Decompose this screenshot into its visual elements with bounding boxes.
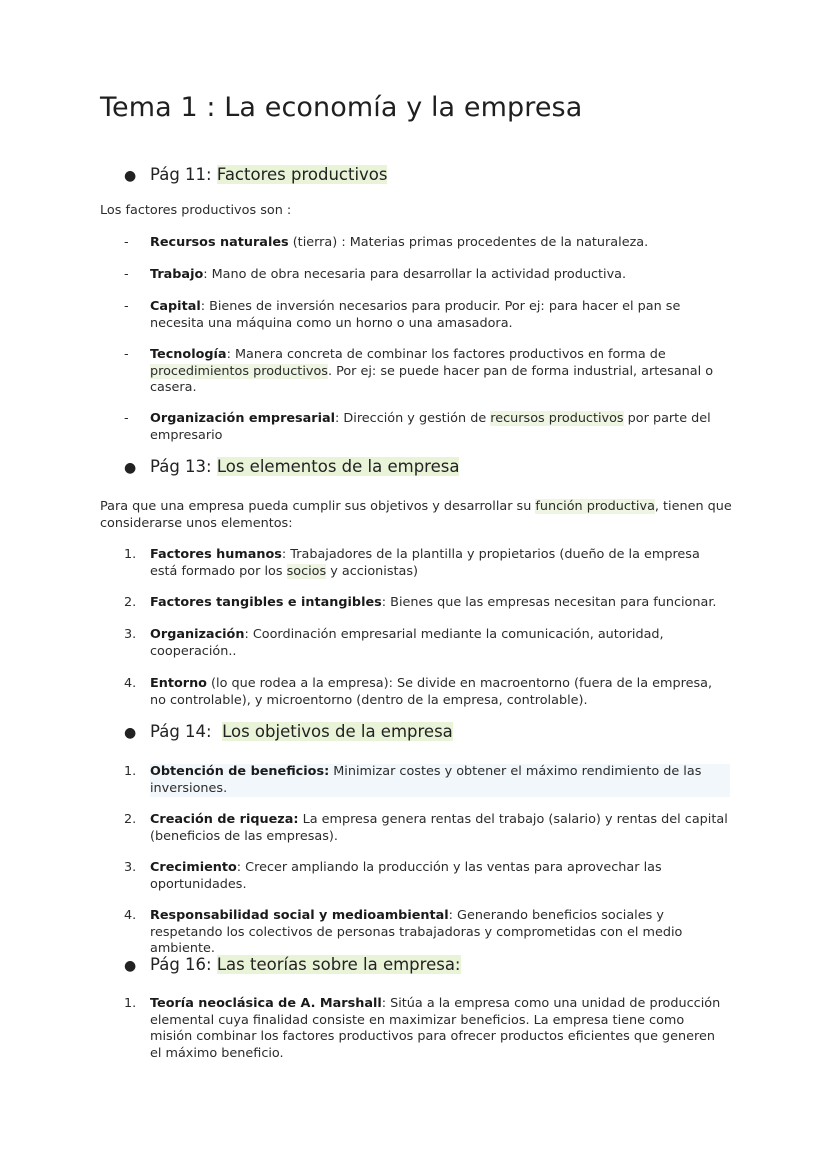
intro-text: Los factores productivos son : bbox=[100, 203, 292, 218]
section-page-ref: Pág 11: bbox=[150, 165, 212, 184]
term: Factores humanos bbox=[150, 547, 282, 562]
bullet-icon: ● bbox=[124, 725, 137, 741]
list-item bbox=[124, 347, 730, 397]
definition: : Coordinación empresarial mediante la comunicación, autoridad, cooperación.. bbox=[150, 627, 664, 659]
bullet-icon: ● bbox=[124, 958, 137, 974]
section-topic: Factores productivos bbox=[216, 165, 388, 184]
list-item bbox=[124, 812, 730, 845]
list-item bbox=[124, 411, 730, 444]
section-page-ref: Pág 16: bbox=[150, 955, 212, 974]
term: Capital bbox=[150, 299, 201, 314]
highlighted-term: recursos productivos bbox=[490, 411, 624, 426]
term: Obtención de beneficios: bbox=[150, 764, 330, 779]
definition: : Bienes de inversión necesarios para producir. Por ej: para hacer el pan se necesita una máquina como un horno o una amasadora. bbox=[150, 299, 681, 331]
term: Organización empresarial bbox=[150, 411, 336, 426]
definition: La empresa genera rentas del trabajo (salario) y rentas del capital (beneficios de las empresas). bbox=[150, 812, 728, 844]
definition: . Por ej: se puede hacer pan de forma industrial, artesanal o casera. bbox=[150, 363, 714, 395]
section-heading-factores bbox=[124, 165, 387, 184]
term: Responsabilidad social y medioambiental bbox=[150, 908, 449, 923]
section-page-ref: Pág 13: bbox=[150, 457, 212, 476]
list-item bbox=[124, 908, 730, 958]
list-item bbox=[124, 676, 730, 709]
definition: Minimizar costes y obtener el máximo rendimiento de las inversiones. bbox=[150, 764, 702, 796]
term: Creación de riqueza: bbox=[150, 812, 299, 827]
list-number: 3. bbox=[124, 627, 137, 642]
term: Organización bbox=[150, 627, 245, 642]
definition: : Sitúa a la empresa como una unidad de producción elemental cuya finalidad consiste en maximizar beneficios. La empresa tiene como misión combinar los factores productivos para ofrecer productos eficientes que generen el máximo beneficio. bbox=[150, 996, 721, 1061]
dash-marker: - bbox=[124, 267, 129, 282]
definition: y accionistas) bbox=[326, 563, 419, 579]
page-title: Tema 1 : La economía y la empresa bbox=[100, 92, 583, 123]
list-number: 4. bbox=[124, 676, 137, 691]
definition: : Trabajadores de la plantilla y propietarios (dueño de la empresa está formado por los bbox=[150, 547, 700, 579]
list-number: 1. bbox=[124, 547, 137, 562]
highlighted-term: socios bbox=[286, 563, 327, 579]
list-number: 2. bbox=[124, 812, 137, 827]
definition: : Generando beneficios sociales y respetando los colectivos de personas trabajadoras y comprometidas con el medio ambiente. bbox=[150, 908, 683, 956]
list-item bbox=[124, 299, 730, 332]
dash-marker: - bbox=[124, 235, 129, 250]
list-number: 4. bbox=[124, 908, 137, 923]
section-page-ref: Pág 14: bbox=[150, 722, 212, 741]
highlighted-term: procedimientos productivos bbox=[150, 363, 328, 379]
definition: : Bienes que las empresas necesitan para funcionar. bbox=[381, 595, 717, 610]
list-item bbox=[124, 267, 730, 284]
term: Factores tangibles e intangibles bbox=[150, 595, 382, 610]
section-topic: Los objetivos de la empresa bbox=[222, 722, 453, 741]
list-number: 3. bbox=[124, 860, 137, 875]
list-item bbox=[124, 627, 730, 660]
section-topic: Los elementos de la empresa bbox=[216, 457, 460, 476]
dash-marker: - bbox=[124, 299, 129, 314]
definition: (tierra) : Materias primas procedentes de la naturaleza. bbox=[288, 235, 649, 250]
definition: : Mano de obra necesaria para desarrollar la actividad productiva. bbox=[203, 267, 627, 282]
list-item bbox=[124, 764, 730, 797]
term: Tecnología bbox=[150, 347, 227, 362]
bullet-icon: ● bbox=[124, 460, 137, 476]
section-heading-elementos bbox=[124, 457, 459, 476]
term: Trabajo bbox=[150, 267, 204, 282]
list-item bbox=[124, 595, 730, 612]
section-heading-objetivos bbox=[124, 722, 453, 741]
bullet-icon: ● bbox=[124, 168, 137, 184]
list-item bbox=[124, 547, 730, 580]
highlighted-term: función productiva bbox=[535, 499, 655, 514]
definition: : Manera concreta de combinar los factores productivos en forma de bbox=[226, 347, 666, 362]
dash-marker: - bbox=[124, 347, 129, 362]
intro-part: Para que una empresa pueda cumplir sus objetivos y desarrollar su bbox=[100, 499, 536, 514]
definition: : Crecer ampliando la producción y las ventas para aprovechar las oportunidades. bbox=[150, 860, 662, 892]
term: Recursos naturales bbox=[150, 235, 289, 250]
list-item bbox=[124, 860, 730, 893]
list-item bbox=[124, 235, 730, 252]
term: Entorno bbox=[150, 676, 207, 691]
definition: por parte del empresario bbox=[150, 411, 711, 443]
intro-text bbox=[100, 499, 740, 532]
definition: : Dirección y gestión de bbox=[335, 411, 491, 426]
dash-marker: - bbox=[124, 411, 129, 426]
list-number: 2. bbox=[124, 595, 137, 610]
section-heading-teorias bbox=[124, 955, 461, 974]
term: Crecimiento bbox=[150, 860, 237, 875]
term: Teoría neoclásica de A. Marshall bbox=[150, 996, 382, 1011]
list-number: 1. bbox=[124, 764, 137, 779]
definition: (lo que rodea a la empresa): Se divide en macroentorno (fuera de la empresa, no controlable), y microentorno (dentro de la empresa, controlable). bbox=[150, 676, 713, 708]
list-item bbox=[124, 996, 730, 1062]
intro-part: , tienen que considerarse unos elementos: bbox=[100, 499, 732, 531]
list-number: 1. bbox=[124, 996, 137, 1011]
section-topic: Las teorías sobre la empresa: bbox=[216, 955, 461, 974]
